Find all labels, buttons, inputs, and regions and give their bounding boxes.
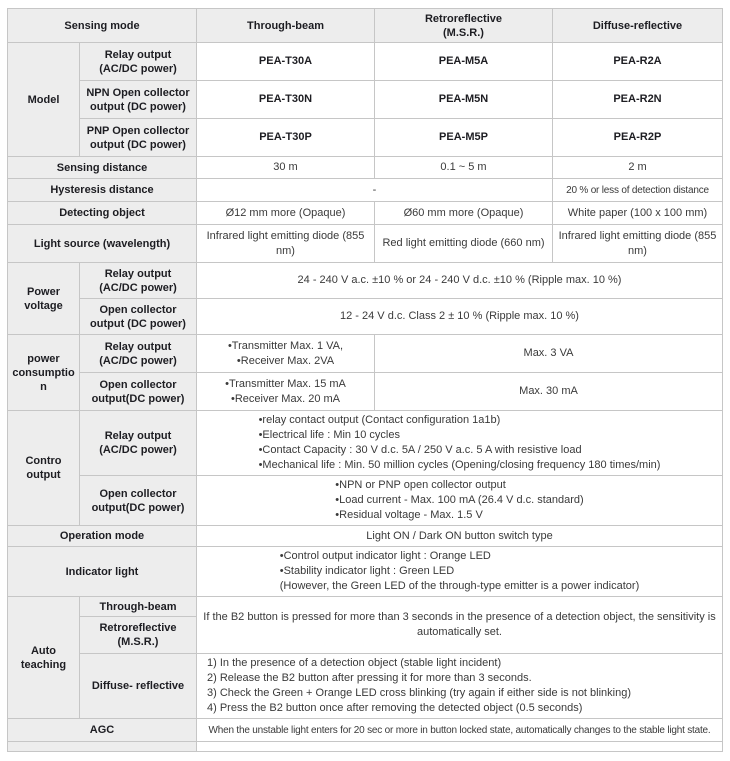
co-relay-line4: •Mechanical life : Min. 50 million cycles (Opening/closing frequency 180 times/min) (258, 459, 661, 471)
indicator-light-value-cell (197, 547, 723, 597)
co-oc-line3: •Residual voltage - Max. 1.5 V (335, 509, 483, 521)
pc-relay-merged-value: Max. 3 VA (523, 347, 574, 359)
auto-teaching-sub-tb (80, 597, 197, 617)
control-output-oc-lines (335, 478, 583, 523)
power-voltage-oc-value: 12 - 24 V d.c. Class 2 ± 10 % (Ripple max. 10 %) (340, 310, 579, 322)
agc-value-cell (197, 719, 723, 742)
hysteresis-label: Hysteresis distance (50, 184, 154, 196)
auto-teaching-beam-retro-text: If the B2 button is pressed for more than 3 seconds in the presence of a detection object, the sensitivity is automatically set. (203, 611, 716, 638)
light-source-label-cell (8, 225, 197, 263)
power-consumption-relay-tb-cell (197, 335, 375, 373)
light-source-retro-value: Red light emitting diode (660 nm) (382, 237, 545, 249)
pc-oc-merged-value: Max. 30 mA (519, 385, 578, 397)
power-voltage-relay-value: 24 - 240 V a.c. ±10 % or 24 - 240 V d.c. ±10 % (Ripple max. 10 %) (297, 274, 622, 286)
power-consumption-sub-oc-label: Open collector output(DC power) (91, 378, 185, 405)
header-retroreflective (375, 9, 553, 43)
header-sensing-mode (8, 9, 197, 43)
sensing-distance-label: Sensing distance (56, 161, 148, 174)
hysteresis-merged-value: - (372, 183, 377, 196)
model-r2p: PEA-R2P (613, 131, 662, 143)
indicator-line2: •Stability indicator light : Green LED (279, 565, 455, 577)
pc-oc-line1: •Transmitter Max. 15 mA (225, 377, 346, 390)
control-output-sub-oc-label: Open collector output(DC power) (91, 487, 185, 514)
header-retro-line1: Retroreflective (424, 12, 503, 25)
header-through-beam (197, 9, 375, 43)
at-step2: 2) Release the B2 button after pressing it for more than 3 seconds. (207, 672, 532, 684)
hysteresis-merged-cell (197, 179, 553, 202)
partial-next-row (8, 742, 723, 752)
control-output-label: Contro output (25, 455, 62, 481)
power-voltage-relay-value-cell (197, 263, 723, 299)
model-m5p: PEA-M5P (439, 131, 488, 143)
at-step4: 4) Press the B2 button once after removing the detected object (0.5 seconds) (207, 702, 583, 714)
detecting-object-label-cell (8, 202, 197, 225)
header-retro-line2: (M.S.R.) (443, 26, 484, 39)
power-consumption-sub-relay (80, 335, 197, 373)
detecting-object-retro (375, 202, 553, 225)
light-source-row (8, 225, 723, 263)
agc-label: AGC (89, 724, 115, 736)
control-output-oc-row (8, 476, 723, 526)
power-consumption-relay-merged-cell (375, 335, 723, 373)
model-row-npn (8, 81, 723, 119)
operation-mode-row (8, 526, 723, 547)
header-diffuse-label: Diffuse-reflective (592, 19, 683, 32)
light-source-label: Light source (wavelength) (33, 237, 171, 250)
light-source-tb (197, 225, 375, 263)
co-relay-line2: •Electrical life : Min 10 cycles (258, 429, 400, 441)
model-sub-relay (80, 43, 197, 81)
control-output-sub-relay-label: Relay output (AC/DC power) (99, 430, 177, 456)
power-voltage-sub-relay (80, 263, 197, 299)
indicator-line3: (However, the Green LED of the through-type emitter is a power indicator) (279, 580, 640, 592)
auto-teaching-sub-diffuse (80, 654, 197, 719)
sensing-distance-tb (197, 157, 375, 179)
co-relay-line1: •relay contact output (Contact configuration 1a1b) (258, 414, 501, 426)
model-value-r2a (553, 43, 723, 81)
model-group-label (8, 43, 80, 157)
indicator-light-lines (280, 549, 640, 594)
sensing-distance-label-cell (8, 157, 197, 179)
agc-label-cell (8, 719, 197, 742)
detecting-object-tb-value: Ø12 mm more (Opaque) (225, 206, 346, 219)
model-value-t30p (197, 119, 375, 157)
hysteresis-row (8, 179, 723, 202)
operation-mode-label: Operation mode (59, 530, 145, 542)
light-source-retro (375, 225, 553, 263)
co-relay-line3: •Contact Capacity : 30 V d.c. 5A / 250 V a.c. 5 A with resistive load (258, 444, 582, 456)
sensing-distance-diff-value: 2 m (628, 161, 647, 173)
power-consumption-group-label (8, 335, 80, 411)
model-sub-npn-label: NPN Open collector output (DC power) (86, 86, 190, 113)
indicator-light-row (8, 547, 723, 597)
model-value-t30n (197, 81, 375, 119)
model-t30a: PEA-T30A (258, 55, 313, 67)
model-sub-relay-label: Relay output (AC/DC power) (99, 48, 177, 75)
power-consumption-sub-oc (80, 373, 197, 411)
power-consumption-relay-row (8, 335, 723, 373)
power-voltage-relay-row (8, 263, 723, 299)
model-value-m5a (375, 43, 553, 81)
light-source-diff (553, 225, 723, 263)
model-m5n: PEA-M5N (438, 93, 489, 105)
detecting-object-tb (197, 202, 375, 225)
power-consumption-sub-relay-label: Relay output (AC/DC power) (99, 340, 177, 367)
power-voltage-oc-value-cell (197, 299, 723, 335)
partial-label-cell (8, 742, 197, 752)
model-sub-npn (80, 81, 197, 119)
hysteresis-diff-cell (553, 179, 723, 202)
auto-teaching-beam-retro-cell (197, 597, 723, 654)
control-output-sub-relay (80, 411, 197, 476)
sensing-distance-tb-value: 30 m (273, 161, 298, 173)
indicator-light-label: Indicator light (65, 565, 139, 578)
model-value-r2p (553, 119, 723, 157)
operation-mode-value: Light ON / Dark ON button switch type (366, 529, 553, 542)
auto-teaching-sub-diffuse-label: Diffuse- reflective (91, 680, 185, 692)
model-t30p: PEA-T30P (259, 131, 312, 143)
control-output-relay-value-cell (197, 411, 723, 476)
power-consumption-oc-tb-cell (197, 373, 375, 411)
at-step3: 3) Check the Green + Orange LED cross blinking (try again if either side is not blinking) (207, 687, 632, 699)
hysteresis-diff-value: 20 % or less of detection distance (566, 184, 709, 196)
power-voltage-group-label (8, 263, 80, 335)
model-sub-pnp-label: PNP Open collector output (DC power) (86, 124, 190, 151)
indicator-line1: •Control output indicator light : Orange LED (279, 550, 491, 562)
model-value-m5n (375, 81, 553, 119)
power-voltage-oc-row (8, 299, 723, 335)
auto-teaching-sub-retro-label: Retroreflective (M.S.R.) (99, 622, 177, 648)
model-value-m5p (375, 119, 553, 157)
sensing-distance-diff (553, 157, 723, 179)
light-source-tb-value: Infrared light emitting diode (855 nm) (206, 229, 365, 257)
power-voltage-sub-oc (80, 299, 197, 335)
sensing-distance-retro-value: 0.1 ~ 5 m (440, 161, 487, 173)
operation-mode-label-cell (8, 526, 197, 547)
pc-relay-line2: •Receiver Max. 2VA (236, 354, 335, 367)
model-value-t30a (197, 43, 375, 81)
model-r2n: PEA-R2N (613, 93, 662, 105)
power-consumption-oc-row (8, 373, 723, 411)
detecting-object-label: Detecting object (59, 207, 145, 219)
model-t30n: PEA-T30N (258, 93, 313, 105)
auto-teaching-label: Auto teaching (20, 644, 67, 671)
auto-teaching-sub-tb-label: Through-beam (99, 600, 177, 613)
model-value-r2n (553, 81, 723, 119)
agc-value: When the unstable light enters for 20 sec or more in button locked state, automatically changes to the stable light state. (208, 724, 711, 736)
partial-value-cell (197, 742, 723, 752)
control-output-sub-oc (80, 476, 197, 526)
hysteresis-label-cell (8, 179, 197, 202)
model-r2a: PEA-R2A (613, 55, 662, 67)
co-oc-line1: •NPN or PNP open collector output (335, 479, 506, 491)
auto-teaching-tb-row (8, 597, 723, 617)
power-voltage-label: Power voltage (24, 285, 63, 312)
detecting-object-row (8, 202, 723, 225)
auto-teaching-diffuse-row (8, 654, 723, 719)
power-consumption-oc-merged-cell (375, 373, 723, 411)
power-voltage-sub-relay-label: Relay output (AC/DC power) (99, 267, 177, 294)
light-source-diff-value: Infrared light emitting diode (855 nm) (558, 229, 717, 257)
control-output-oc-value-cell (197, 476, 723, 526)
model-sub-pnp (80, 119, 197, 157)
model-label: Model (27, 93, 60, 106)
auto-teaching-sub-retro (80, 617, 197, 654)
pc-relay-line1: •Transmitter Max. 1 VA, (227, 339, 344, 352)
auto-teaching-group-label (8, 597, 80, 719)
power-voltage-sub-oc-label: Open collector output (DC power) (90, 303, 186, 330)
co-oc-line2: •Load current - Max. 100 mA (26.4 V d.c. standard) (335, 494, 584, 506)
sensing-distance-retro (375, 157, 553, 179)
at-step1: 1) In the presence of a detection object (stable light incident) (207, 657, 502, 669)
agc-row (8, 719, 723, 742)
model-row-relay (8, 43, 723, 81)
detecting-object-diff (553, 202, 723, 225)
sensor-spec-table (7, 8, 723, 752)
auto-teaching-diffuse-steps-cell (197, 654, 723, 719)
header-diffuse (553, 9, 723, 43)
pc-oc-line2: •Receiver Max. 20 mA (231, 392, 340, 405)
sensing-distance-row (8, 157, 723, 179)
detecting-object-retro-value: Ø60 mm more (Opaque) (403, 206, 524, 219)
indicator-light-label-cell (8, 547, 197, 597)
model-row-pnp (8, 119, 723, 157)
control-output-relay-lines (259, 413, 661, 473)
detecting-object-diff-value: White paper (100 x 100 mm) (567, 206, 708, 219)
control-output-group-label (8, 411, 80, 526)
operation-mode-value-cell (197, 526, 723, 547)
header-row (8, 9, 723, 43)
header-sensing-mode-label: Sensing mode (64, 19, 140, 32)
control-output-relay-row (8, 411, 723, 476)
header-through-beam-label: Through-beam (247, 19, 324, 32)
power-consumption-label: power consumption (12, 352, 75, 393)
model-m5a: PEA-M5A (438, 55, 489, 67)
